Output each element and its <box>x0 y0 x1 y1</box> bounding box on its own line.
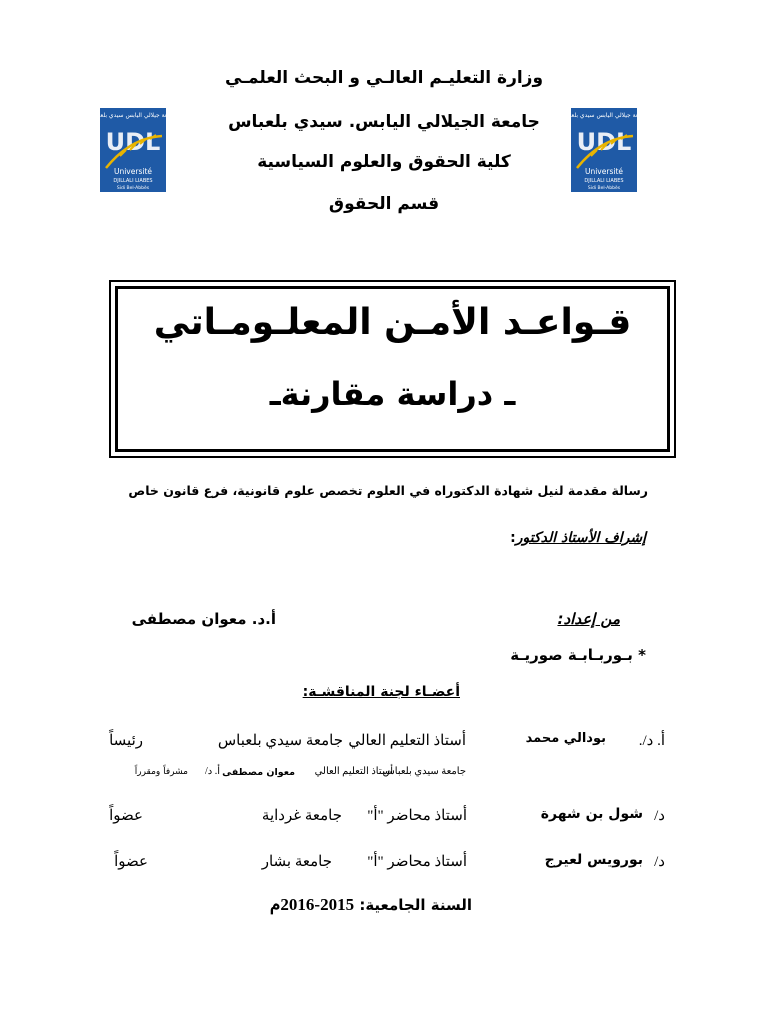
logo-arabic-text: جامعة جيلالي اليابس سيدي بلعباس <box>560 112 648 119</box>
thesis-title: قـواعـد الأمـن المعلـومـاتي <box>153 302 632 343</box>
committee-heading: أعضـاء لجنة المناقشـة: <box>302 684 460 700</box>
university-logo-left <box>89 108 177 192</box>
svg-text:UDL: UDL <box>576 128 632 156</box>
member-title: د/ <box>654 854 665 870</box>
logo-latin-1: Université <box>113 167 153 176</box>
member-institution: جامعة سيدي بلعباس <box>382 766 466 777</box>
member-name: شول بن شهرة <box>540 806 643 822</box>
member-rank: أستاذ محاضر "أ" <box>367 808 467 824</box>
university-name: جامعة الجيلالي اليابس. سيدي بلعباس <box>228 112 540 132</box>
member-title: د/ <box>654 808 665 824</box>
member-title: أ. د/. <box>638 733 665 749</box>
university-logo-right <box>560 108 648 192</box>
member-rank: أستاذ التعليم العالي <box>314 766 393 777</box>
member-name: معوان مصطفى <box>222 767 295 778</box>
logo-latin-2: DJILLALI LIABES <box>113 178 153 184</box>
thesis-subtitle: ـ دراسة مقارنةـ <box>269 375 516 413</box>
member-rank: أستاذ التعليم العالي <box>348 733 466 749</box>
member-name: بودالي محمد <box>525 731 606 746</box>
member-role: رئيساً <box>109 733 143 749</box>
academic-year <box>270 895 472 915</box>
logo-latin-1: Université <box>584 167 624 176</box>
department-name: قسم الحقوق <box>328 194 440 214</box>
member-institution: جامعة بشار <box>261 854 332 870</box>
academic-year-label: السنة الجامعية: <box>359 896 472 914</box>
faculty-name: كلية الحقوق والعلوم السياسية <box>257 152 511 172</box>
logo-latin-3: Sidi Bel-Abbès <box>116 186 150 191</box>
academic-year-value: 2015-2016م <box>269 895 355 914</box>
member-institution: جامعة غرداية <box>261 808 342 824</box>
thesis-statement: رسالة مقدمة لنيل شهادة الدكتوراه في العلوم تخصص علوم قانونية، فرع قانون خاص <box>128 483 648 498</box>
svg-text:UDL: UDL <box>105 128 161 156</box>
member-name: بورويس لعيرج <box>544 852 643 868</box>
logo-latin-3: Sidi Bel-Abbès <box>587 186 621 191</box>
supervision-line <box>510 530 646 546</box>
logo-latin-2: DJILLALI LIABES <box>584 178 624 184</box>
member-role: عضواً <box>114 854 148 870</box>
member-title: أ. د/ <box>204 766 220 777</box>
ministry-name: وزارة التعليـم العالـي و البحث العلمـي <box>224 68 544 88</box>
supervision-colon: : <box>510 530 516 546</box>
member-role: عضواً <box>109 808 143 824</box>
member-role: مشرفاً ومقرراً <box>134 767 188 777</box>
member-rank: أستاذ محاضر "أ" <box>367 854 467 870</box>
supervisor-name: أ.د. معوان مصطفى <box>131 610 276 628</box>
logo-arabic-text: جامعة جيلالي اليابس سيدي بلعباس <box>89 112 177 119</box>
prepared-by-label: من إعداد: <box>557 610 620 628</box>
supervision-label: إشراف الأستاذ الدكتور <box>515 530 646 546</box>
member-institution: جامعة سيدي بلعباس <box>217 733 343 749</box>
student-name: * بـوربـابـة صوريـة <box>510 646 646 664</box>
